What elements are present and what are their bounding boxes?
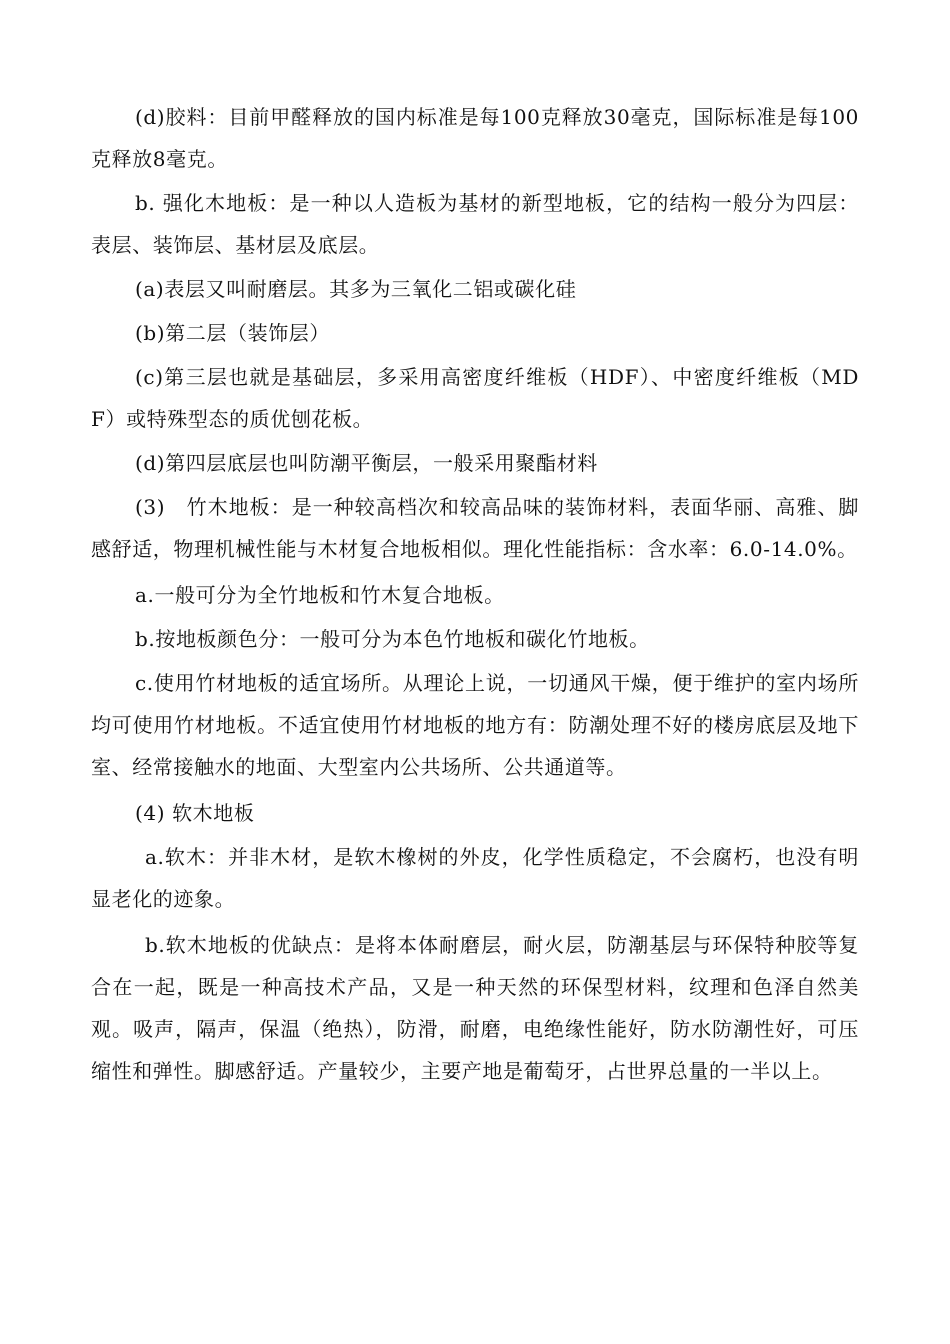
paragraph-glue-standard: (d)胶料：目前甲醛释放的国内标准是每100克释放30毫克，国际标准是每100克释放8毫克。 (91, 105, 859, 171)
document-body (91, 96, 859, 1092)
paragraph-bamboo-colors: b.按地板颜色分：一般可分为本色竹地板和碳化竹地板。 (135, 627, 650, 651)
paragraph-surface-layer: (a)表层又叫耐磨层。其多为三氧化二铝或碳化硅 (135, 277, 577, 301)
paragraph-bamboo-floor: (3) 竹木地板：是一种较高档次和较高品味的装饰材料，表面华丽、高雅、脚感舒适，物理机械性能与木材复合地板相似。理化性能指标：含水率：6.0-14.0%。 (91, 495, 859, 561)
paragraph-bamboo-types: a.一般可分为全竹地板和竹木复合地板。 (135, 583, 505, 607)
paragraph-cork-pros-cons: b.软木地板的优缺点：是将本体耐磨层，耐火层，防潮基层与环保特种胶等复合在一起，既是一种高技术产品，又是一种天然的环保型材料，纹理和色泽自然美观。吸声，隔声，保温（绝热），防滑，耐磨，电绝缘性能好，防水防潮性好，可压缩性和弹性。脚感舒适。产量较少，主要产地是葡萄牙，占世界总量的一半以上。 (91, 933, 859, 1083)
paragraph-bottom-layer: (d)第四层底层也叫防潮平衡层，一般采用聚酯材料 (135, 451, 598, 475)
paragraph-cork-floor-heading: (4) 软木地板 (135, 801, 255, 825)
paragraph-bamboo-usage: c.使用竹材地板的适宜场所。从理论上说，一切通风干燥，便于维护的室内场所均可使用竹材地板。不适宜使用竹材地板的地方有：防潮处理不好的楼房底层及地下室、经常接触水的地面、大型室内公共场所、公共通道等。 (91, 671, 859, 779)
paragraph-base-layer: (c)第三层也就是基础层，多采用高密度纤维板（HDF）、中密度纤维板（MDF）或特殊型态的质优刨花板。 (91, 365, 859, 431)
paragraph-laminate-floor: b. 强化木地板：是一种以人造板为基材的新型地板，它的结构一般分为四层：表层、装饰层、基材层及底层。 (91, 191, 859, 257)
paragraph-decor-layer: (b)第二层（装饰层） (135, 321, 331, 345)
paragraph-cork-definition: a.软木：并非木材，是软木橡树的外皮，化学性质稳定，不会腐朽，也没有明显老化的迹象。 (91, 845, 859, 911)
